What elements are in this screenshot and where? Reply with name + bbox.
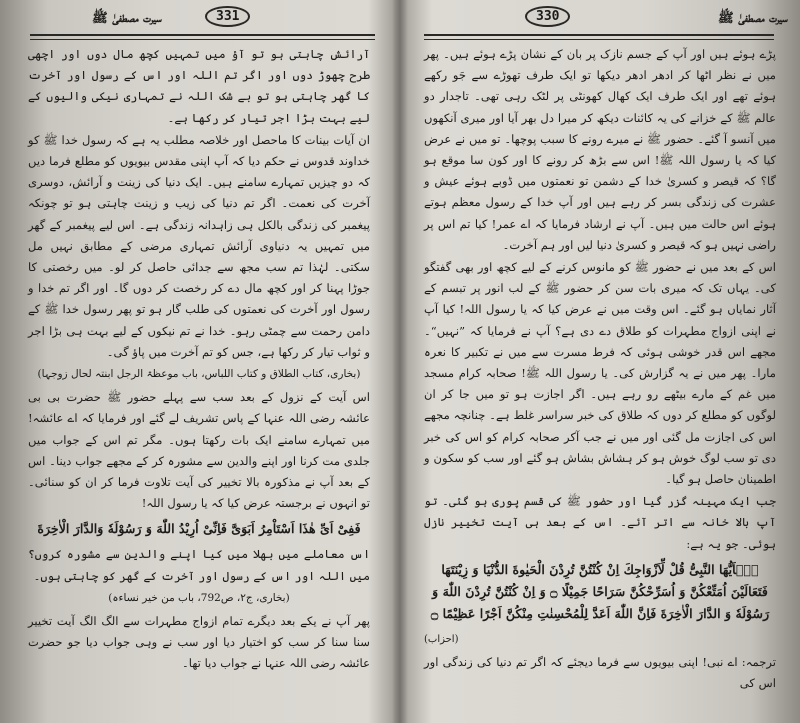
header-rule bbox=[424, 34, 774, 40]
paragraph: اس کے بعد میں نے حضور ﷺ کو مانوس کرنے کے لیے کچھ اور بھی گفتگو کی۔ یہاں تک کہ میری بات سن کر حضور ﷺ کے لب انور پر تبسم کے آثار نمایاں ہو گئے۔ اس وقت میں نے عرض کیا کہ یا رسول اللہ! کیا آپ نے اپنی ازواج مطہرات کو طلاق دے دی ہے؟ آپ نے فرمایا کہ ”نہیں“۔ مجھے اس قدر خوشی ہوئی کہ فرط مسرت سے میں نے تکبیر کا نعرہ مارا۔ پھر میں نے یہ گزارش کی۔ یا رسول اللہ ﷺ! صحابہ کرام مسجد میں غم کے مارے بیٹھے رو رہے ہیں۔ اگر اجازت ہو تو میں جا کر ان لوگوں کو مطلع کر دوں کہ طلاق کی خبر سراسر غلط ہے۔ چنانچہ مجھے اس کی اجازت مل گئی اور میں نے جب آکر صحابہ کرام کو اس کی خبر دی تو سب لوگ خوش ہو کر ہشاش بشاش ہو گئے اور سب کو سکون و اطمینان حاصل ہو گیا۔ bbox=[424, 260, 776, 487]
page-body bbox=[28, 44, 370, 676]
paragraph: پھر آپ نے یکے بعد دیگرے تمام ازواج مطہرات سے الگ الگ آیت تخییر سنا سنا کر سب کو اختیار دیا اور سب نے وہی جواب دیا جو حضرت عائشہ رضی اللہ عنہا نے جواب دیا تھا۔ bbox=[28, 614, 370, 671]
running-head: سیرت مصطفیٰ ﷺ bbox=[718, 11, 788, 26]
right-page bbox=[400, 0, 800, 723]
paragraph: جب ایک مہینہ گزر گیا اور حضور ﷺ کی قسم پوری ہو گئی۔ تو آپ بالا خانہ سے اتر آئے۔ اس کے بعد ہی آیت تخییر نازل ہوئی۔ جو یہ ہے: bbox=[424, 494, 776, 551]
running-head: سیرت مصطفیٰ ﷺ bbox=[92, 11, 162, 26]
page-body bbox=[424, 44, 776, 695]
paragraph: پڑے ہوئے ہیں اور آپ کے جسم نازک پر بان کے نشان پڑے ہوئے ہیں۔ پھر میں نے نظر اٹھا کر ادھر ادھر دیکھا تو ایک طرف تھوڑے سے جَو رکھے ہوئے تھے اور ایک طرف ایک کھال کھونٹی پر لٹک رہی تھی۔ تاجدار دو عالم ﷺ کے خزانے کی یہ کائنات دیکھ کر میرا دل بھر آیا اور میری آنکھوں میں آنسو آ گئے۔ حضور ﷺ نے میرے رونے کا سبب پوچھا۔ تو میں نے عرض کیا کہ یا رسول اللہ ﷺ! اس سے بڑھ کر رونے کا اور کون سا موقع ہو گا؟ کہ قیصر و کسریٰ خدا کے دشمن تو نعمتوں میں ڈوبے ہوئے عیش و عشرت کی زندگی بسر کر رہے ہیں اور آپ خدا کے رسول معظم ہوتے ہوئے اس حالت میں ہیں۔ آپ نے ارشاد فرمایا کہ اے عمر! کیا تم اس پر راضی نہیں ہو کہ قیصر و کسریٰ دنیا لیں اور ہم آخرت۔ bbox=[424, 47, 776, 252]
header-rule bbox=[30, 34, 375, 40]
paragraph: ان آیات بینات کا ماحصل اور خلاصہ مطلب یہ ہے کہ رسول خدا ﷺ کو خداوند قدوس نے حکم دیا کہ آپ اپنی مقدس بیویوں کو مطلع فرما دیں کہ دو چیزیں تمہارے سامنے ہیں۔ ایک دنیا کی زینت و آرائش، دوسری آخرت کی نعمت۔ اگر تم دنیا کی زیب و زینت چاہتی ہو تو چونکہ پیغمبر کی زندگی بالکل ہی زاہدانہ زندگی ہے۔ اس لیے پیغمبر کے گھر میں تمہیں یہ دنیاوی آرائش تمہاری مرضی کے مطابق نہیں مل سکتی۔ لہٰذا تم سب مجھ سے جدائی حاصل کر لو۔ میں رخصتی کا جوڑا پہنا کر اور کچھ مال دے کر رخصت کر دوں گا۔ اور اگر تم خدا و رسول اور آخرت کی نعمتوں کی طلب گار ہو تو پھر رسول خدا ﷺ کے دامن رحمت سے چمٹی رہو۔ خدا نے تم نیکوں کے لیے بہت ہی بڑا اجر و ثواب تیار کر رکھا ہے، جس کو تم آخرت میں پاؤ گی۔ bbox=[28, 132, 370, 359]
arabic-quote: فَفِیْ اَیِّ هٰذَا اَسْتَاْمِرُ اَبَوَیَّ فَاِنِّیْ اُرِیْدُ اللّٰهَ وَ رَسُوْلَهٗ وَالدَّارَ الْاٰخِرَةَ bbox=[37, 521, 361, 537]
page-number: 331 bbox=[205, 6, 250, 27]
paragraph: آرائش چاہتی ہو تو آؤ میں تمہیں کچھ مال دوں اور اچھی طرح چھوڑ دوں اور اگر تم اللہ اور اس کے رسول اور آخرت کا گھر چاہتی ہو تو بے شک اللہ نے تمہاری نیکی والیوں کے لیے بہت بڑا اجر تیار کر رکھا ہے۔ bbox=[28, 47, 370, 125]
arabic-quote: یٰۤاَیُّهَا النَّبِیُّ قُلْ لِّاَزْوَاجِكَ اِنْ كُنْتُنَّ تُرِدْنَ الْحَیٰوةَ الدُّنْیَا وَ زِیْنَتَهَا فَتَعَالَیْنَ اُمَتِّعْكُنَّ وَ اُسَرِّحْكُنَّ سَرَاحًا جَمِیْلًا ۝ وَ اِنْ كُنْتُنَّ تُرِدْنَ اللّٰهَ وَ رَسُوْلَهٗ وَ الدَّارَ الْاٰخِرَةَ فَاِنَّ اللّٰهَ اَعَدَّ لِلْمُحْسِنٰتِ مِنْكُنَّ اَجْرًا عَظِیْمًا ۝ bbox=[430, 561, 770, 621]
paragraph: اس معاملے میں بھلا میں کیا اپنے والدین سے مشورہ کروں؟ میں اللہ اور اس کے رسول اور آخرت کے گھر کو چاہتی ہوں۔ bbox=[28, 547, 370, 583]
translation: ترجمہ: اے نبی! اپنی بیویوں سے فرما دیجئے کہ اگر تم دنیا کی زندگی اور اس کی bbox=[424, 655, 776, 691]
source-reference: (احزاب) bbox=[424, 633, 459, 645]
paragraph: اس آیت کے نزول کے بعد سب سے پہلے حضور ﷺ حضرت بی بی عائشہ رضی اللہ عنہا کے پاس تشریف لے گئے اور فرمایا کہ اے عائشہ! میں تمہارے سامنے ایک بات رکھتا ہوں۔ مگر تم اس کے جواب میں جلدی مت کرنا اور اپنے والدین سے مشورہ کر کے مجھے جواب دینا۔ اس کے بعد آپ نے مذکورہ بالا تخییر کی آیت تلاوت فرما کر ان کو سنائی۔ تو انہوں نے برجستہ عرض کیا کہ یا رسول اللہ! bbox=[28, 390, 370, 511]
page-number: 330 bbox=[525, 6, 570, 27]
citation: (بخاری، ج۲، ص792، باب من خیر نساءہ) bbox=[108, 591, 290, 604]
citation: (بخاری، کتاب الطلاق و کتاب اللباس، باب موعظۃ الرجل ابنتہ لحال زوجہا) bbox=[37, 368, 361, 381]
book-spine bbox=[392, 0, 408, 723]
